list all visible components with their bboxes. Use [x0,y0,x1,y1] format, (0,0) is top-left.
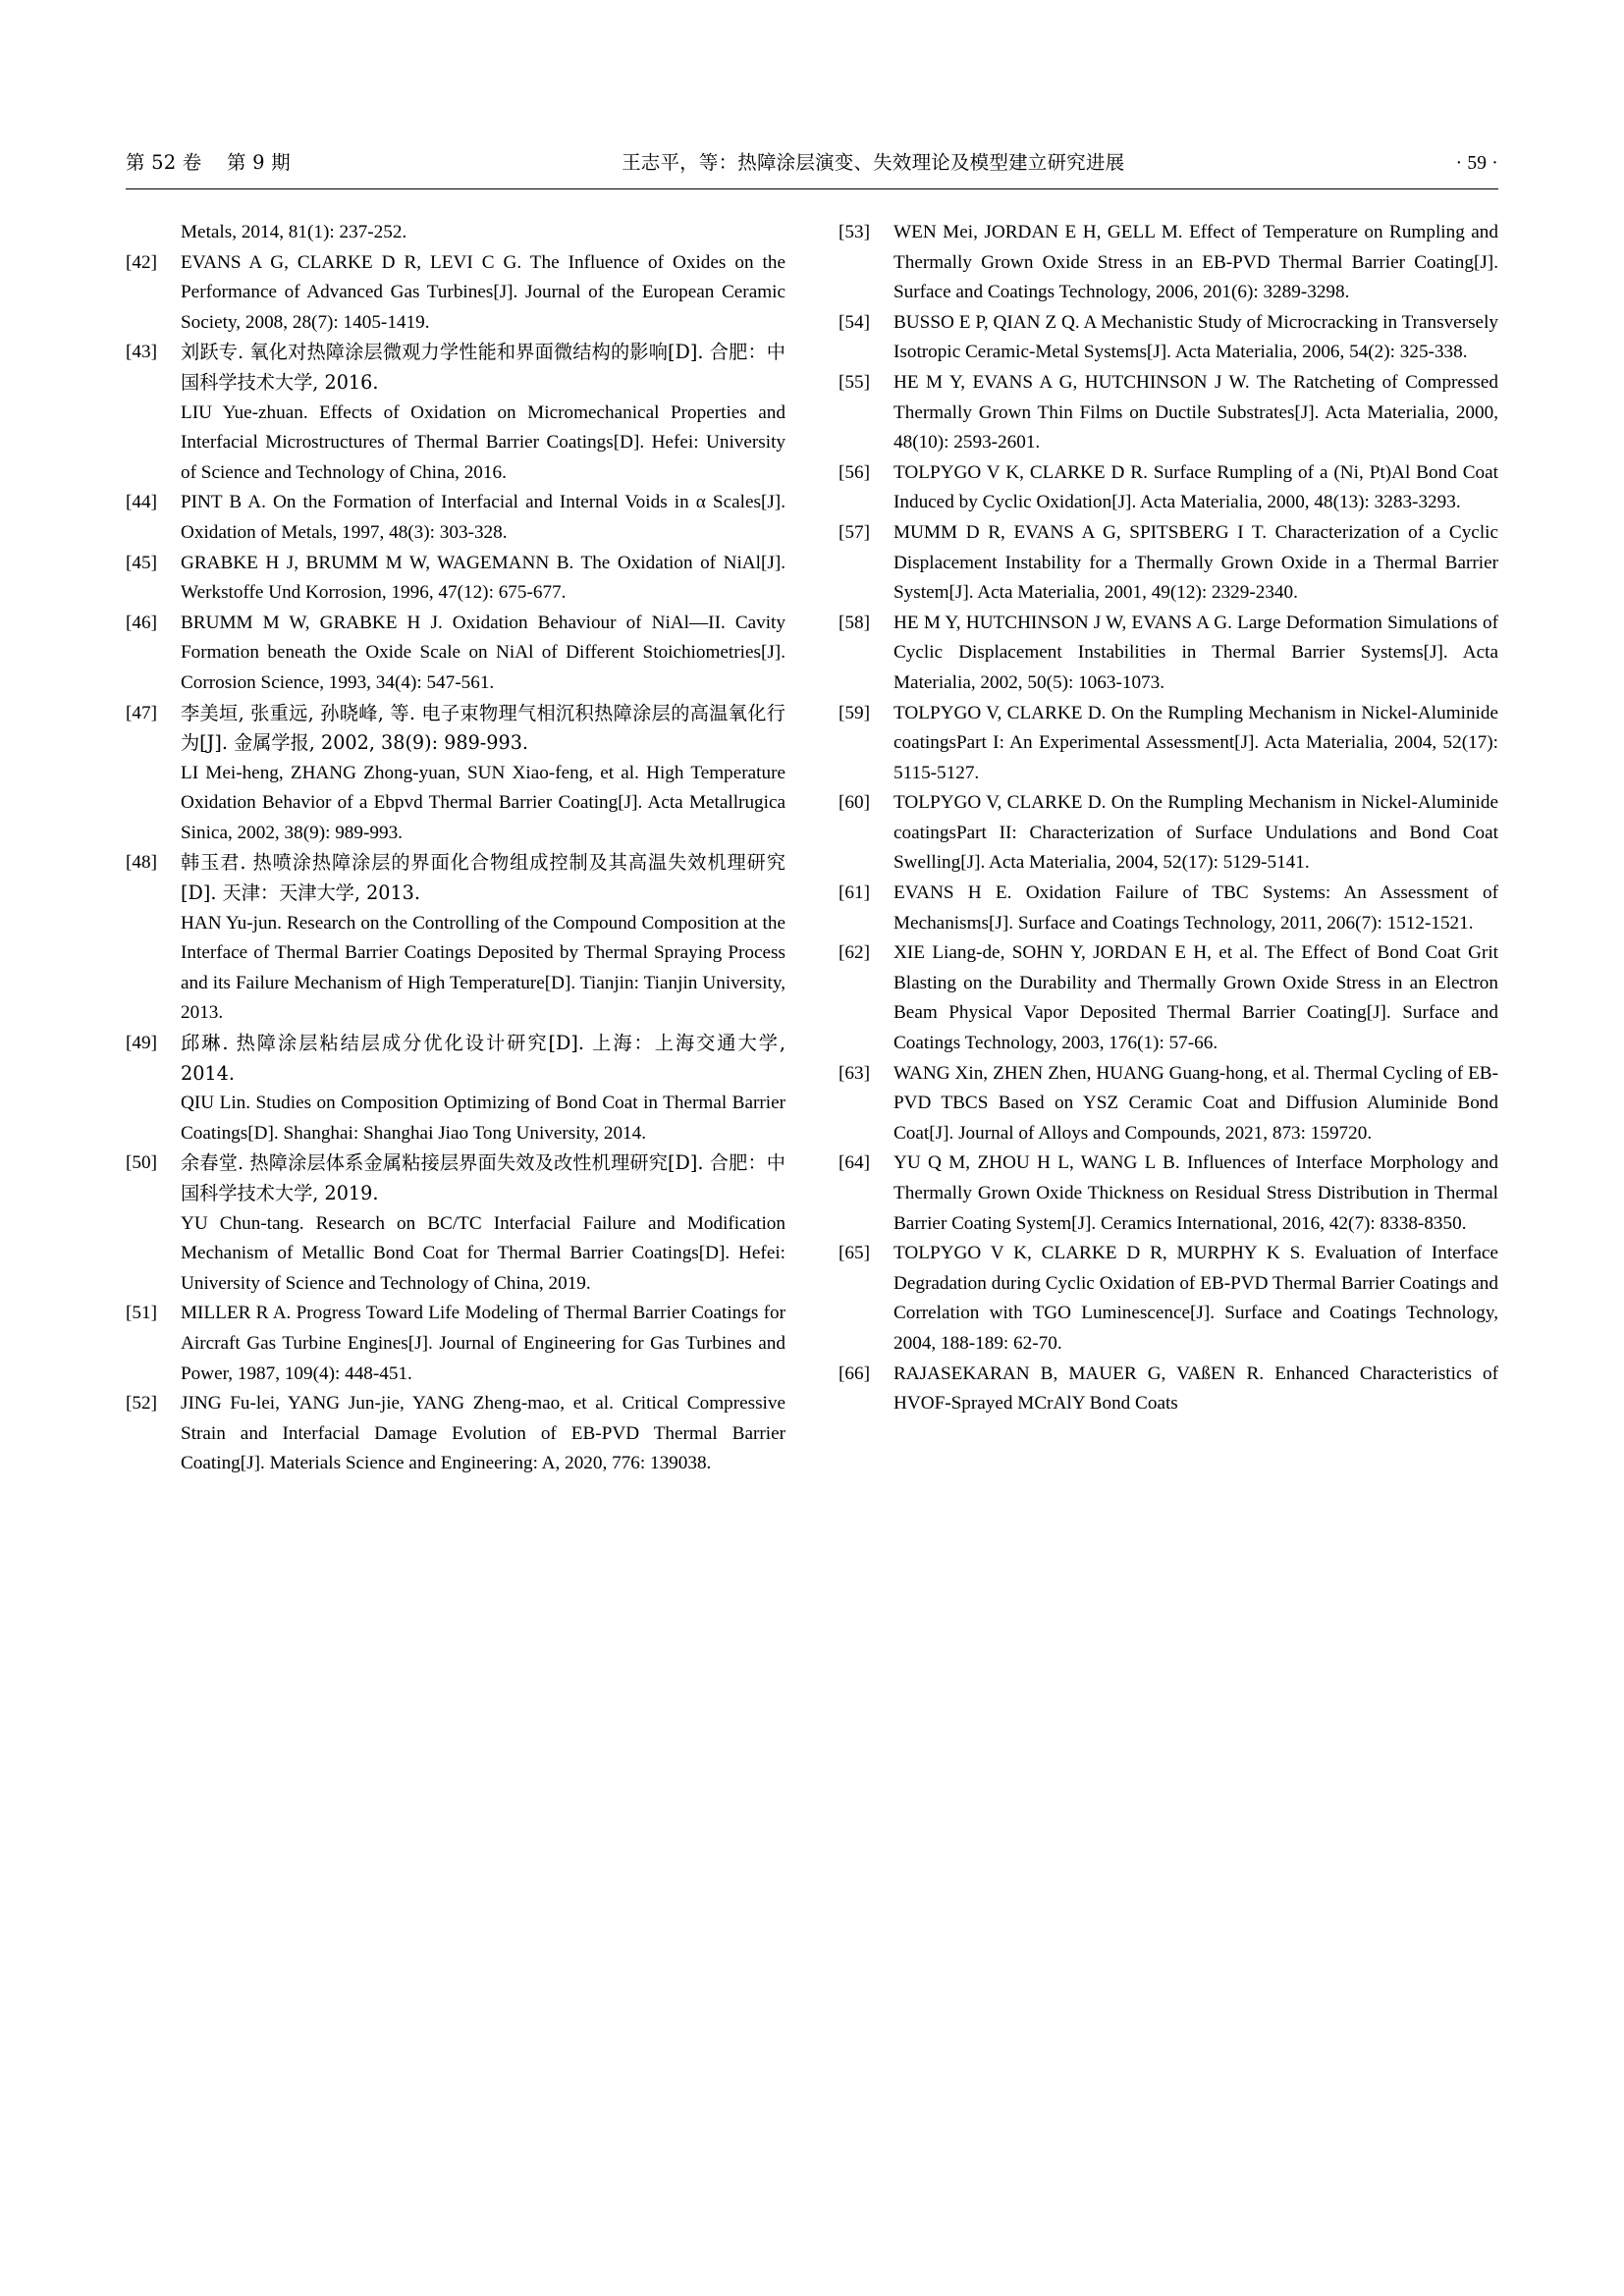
reference-number: [59] [839,702,870,723]
reference-entry [839,1059,1498,1149]
reference-number: [46] [126,612,157,633]
reference-entry [126,1299,785,1389]
header-volume-issue: 第 52 卷 第 9 期 [126,151,291,174]
reference-entry [839,879,1498,938]
reference-number: [52] [126,1393,157,1415]
reference-entry [839,788,1498,879]
reference-number: [56] [839,461,870,483]
page-header [126,147,1498,181]
reference-entry [126,848,785,908]
reference-text: GRABKE H J, BRUMM M W, WAGEMANN B. The Oxidation of NiAl[J]. Werkstoffe Und Korrosion, 1996, 47(12): 675-677. [181,552,785,604]
reference-text: YU Q M, ZHOU H L, WANG L B. Influences of Interface Morphology and Thermally Grown Oxide Thickness on Residual Stress Distribution in Thermal Barrier Coating System[J]. Ceramics International, 2016, 42(7): 8338-8350. [893,1152,1498,1234]
reference-text: WANG Xin, ZHEN Zhen, HUANG Guang-hong, et al. Thermal Cycling of EB-PVD TBCS Based on YSZ Ceramic Coat and Diffusion Aluminide Bond Coat[J]. Journal of Alloys and Compounds, 2021, 873: 159720. [893,1062,1498,1144]
reference-text: BRUMM M W, GRABKE H J. Oxidation Behaviour of NiAl—II. Cavity Formation beneath the Oxide Scale on NiAl of Different Stoichiometries[J]. Corrosion Science, 1993, 34(4): 547-561. [181,612,785,693]
reference-text: 邱琳. 热障涂层粘结层成分优化设计研究[D]. 上海：上海交通大学, 2014. [181,1032,785,1085]
reference-entry [126,488,785,548]
reference-number: [62] [839,942,870,964]
reference-entry [126,609,785,699]
reference-text: MUMM D R, EVANS A G, SPITSBERG I T. Characterization of a Cyclic Displacement Instability for a Thermally Grown Oxide in a Thermal Barrier System[J]. Acta Materialia, 2001, 49(12): 2329-2340. [893,521,1498,604]
reference-entry [126,1389,785,1479]
reference-number: [45] [126,552,157,573]
reference-entry [126,699,785,759]
reference-entry [839,1148,1498,1239]
reference-text: 李美垣, 张重远, 孙晓峰, 等. 电子束物理气相沉积热障涂层的高温氧化行为[J]. 金属学报, 2002, 38(9): 989-993. [181,701,785,755]
reference-entry [839,938,1498,1058]
reference-text: TOLPYGO V K, CLARKE D R, MURPHY K S. Evaluation of Interface Degradation during Cyclic Oxidation of EB-PVD Thermal Barrier Coatings and Correlation with TGO Luminescence[J]. Surface and Coatings Technology, 2004, 188-189: 62-70. [893,1243,1498,1354]
reference-translation: LIU Yue-zhuan. Effects of Oxidation on Micromechanical Properties and Interfacial Microstructures of Thermal Barrier Coatings[D]. Hefei: University of Science and Technology of China, 2016. [181,401,785,483]
reference-text: TOLPYGO V, CLARKE D. On the Rumpling Mechanism in Nickel-Aluminide coatingsPart II: Characterization of Surface Undulations and Bond Coat Swelling[J]. Acta Materialia, 2004, 52(17): 5129-5141. [893,792,1498,874]
reference-number: [63] [839,1062,870,1084]
reference-text: WEN Mei, JORDAN E H, GELL M. Effect of Temperature on Rumpling and Thermally Grown Oxide Stress in an EB-PVD Thermal Barrier Coating[J]. Surface and Coatings Technology, 2006, 201(6): 3289-3298. [893,222,1498,303]
reference-number: [51] [126,1303,157,1324]
reference-entry [126,549,785,609]
reference-number: [53] [839,222,870,242]
reference-translation: HAN Yu-jun. Research on the Controlling of the Compound Composition at the Interface of Thermal Barrier Coatings Deposited by Thermal Spraying Process and its Failure Mechanism of High Temperature[D]. Tianjin: Tianjin University, 2013. [181,912,785,1024]
reference-number: [64] [839,1152,870,1174]
reference-entry [126,338,785,398]
header-rule [126,188,1498,189]
reference-number: [47] [126,702,157,723]
reference-text: TOLPYGO V K, CLARKE D R. Surface Rumpling of a (Ni, Pt)Al Bond Coat Induced by Cyclic Oxidation[J]. Acta Materialia, 2000, 48(13): 3283-3293. [893,461,1498,513]
reference-text: 刘跃专. 氧化对热障涂层微观力学性能和界面微结构的影响[D]. 合肥：中国科学技术大学, 2016. [181,341,785,394]
reference-text: RAJASEKARAN B, MAUER G, VAßEN R. Enhanced Characteristics of HVOF-Sprayed MCrAlY Bond Coats [893,1362,1498,1415]
reference-number: [43] [126,342,157,363]
header-running-title: 王志平，等：热障涂层演变、失效理论及模型建立研究进展 [622,151,1125,174]
reference-number: [54] [839,311,870,333]
reference-entry [839,1239,1498,1359]
reference-entry [839,218,1498,308]
reference-number: [42] [126,251,157,273]
reference-number: [44] [126,492,157,513]
reference-entry [839,1360,1498,1419]
reference-columns [126,218,1498,2178]
reference-entry [839,308,1498,368]
reference-entry [839,458,1498,518]
reference-text: BUSSO E P, QIAN Z Q. A Mechanistic Study of Microcracking in Transversely Isotropic Ceramic-Metal Systems[J]. Acta Materialia, 2006, 54(2): 325-338. [893,311,1498,363]
reference-number: [65] [839,1243,870,1264]
reference-entry [839,368,1498,458]
right-column [839,218,1498,2178]
continuation-line: Metals, 2014, 81(1): 237-252. [181,222,407,242]
reference-text: 余春堂. 热障涂层体系金属粘接层界面失效及改性机理研究[D]. 合肥：中国科学技术大学, 2019. [181,1151,785,1204]
reference-entry [839,699,1498,789]
reference-text: PINT B A. On the Formation of Interfacial and Internal Voids in α Scales[J]. Oxidation of Metals, 1997, 48(3): 303-328. [181,492,785,543]
reference-number: [60] [839,792,870,814]
reference-text: MILLER R A. Progress Toward Life Modeling of Thermal Barrier Coatings for Aircraft Gas Turbine Engines[J]. Journal of Engineering for Gas Turbines and Power, 1987, 109(4): 448-451. [181,1303,785,1384]
reference-entry [126,1148,785,1208]
reference-number: [48] [126,852,157,874]
reference-entry [839,609,1498,699]
reference-entry [839,518,1498,609]
reference-entry [126,248,785,339]
reference-text: JING Fu-lei, YANG Jun-jie, YANG Zheng-mao, et al. Critical Compressive Strain and Interfacial Damage Evolution of EB-PVD Thermal Barrier Coating[J]. Materials Science and Engineering: A, 2020, 776: 139038. [181,1393,785,1474]
reference-number: [55] [839,371,870,393]
reference-text: HE M Y, EVANS A G, HUTCHINSON J W. The Ratcheting of Compressed Thermally Grown Thin Films on Ductile Substrates[J]. Acta Materialia, 2000, 48(10): 2593-2601. [893,371,1498,454]
reference-number: [58] [839,612,870,633]
header-page-number: · 59 · [1455,153,1498,174]
reference-text: HE M Y, HUTCHINSON J W, EVANS A G. Large Deformation Simulations of Cyclic Displacement Instabilities in Thermal Barrier Systems[J]. Acta Materialia, 2002, 50(5): 1063-1073. [893,612,1498,693]
reference-number: [57] [839,521,870,543]
reference-text: EVANS A G, CLARKE D R, LEVI C G. The Influence of Oxides on the Performance of Advanced Gas Turbines[J]. Journal of the European Ceramic Society, 2008, 28(7): 1405-1419. [181,251,785,333]
reference-text: TOLPYGO V, CLARKE D. On the Rumpling Mechanism in Nickel-Aluminide coatingsPart I: An Experimental Assessment[J]. Acta Materialia, 2004, 52(17): 5115-5127. [893,702,1498,783]
reference-number: [61] [839,882,870,904]
reference-number: [49] [126,1033,157,1054]
reference-text: 韩玉君. 热喷涂热障涂层的界面化合物组成控制及其高温失效机理研究[D]. 天津：天津大学, 2013. [181,851,785,905]
reference-text: EVANS H E. Oxidation Failure of TBC Systems: An Assessment of Mechanisms[J]. Surface and Coatings Technology, 2011, 206(7): 1512-1521. [893,882,1498,934]
reference-translation: YU Chun-tang. Research on BC/TC Interfacial Failure and Modification Mechanism of Metallic Bond Coat for Thermal Barrier Coatings[D]. Hefei: University of Science and Technology of China, 2019. [181,1212,785,1294]
reference-entry [126,1029,785,1089]
reference-translation: QIU Lin. Studies on Composition Optimizing of Bond Coat in Thermal Barrier Coatings[D]. Shanghai: Shanghai Jiao Tong University, 2014. [181,1093,785,1144]
left-column [126,218,785,2178]
reference-number: [66] [839,1362,870,1384]
reference-number: [50] [126,1152,157,1174]
reference-text: XIE Liang-de, SOHN Y, JORDAN E H, et al. The Effect of Bond Coat Grit Blasting on the Durability and Thermally Grown Oxide Stress in an Electron Beam Physical Vapor Deposited Thermal Barrier Coating[J]. Surface and Coatings Technology, 2003, 176(1): 57-66. [893,942,1498,1054]
reference-translation: LI Mei-heng, ZHANG Zhong-yuan, SUN Xiao-feng, et al. High Temperature Oxidation Behavior of a Ebpvd Thermal Barrier Coating[J]. Acta Metallrugica Sinica, 2002, 38(9): 989-993. [181,762,785,843]
